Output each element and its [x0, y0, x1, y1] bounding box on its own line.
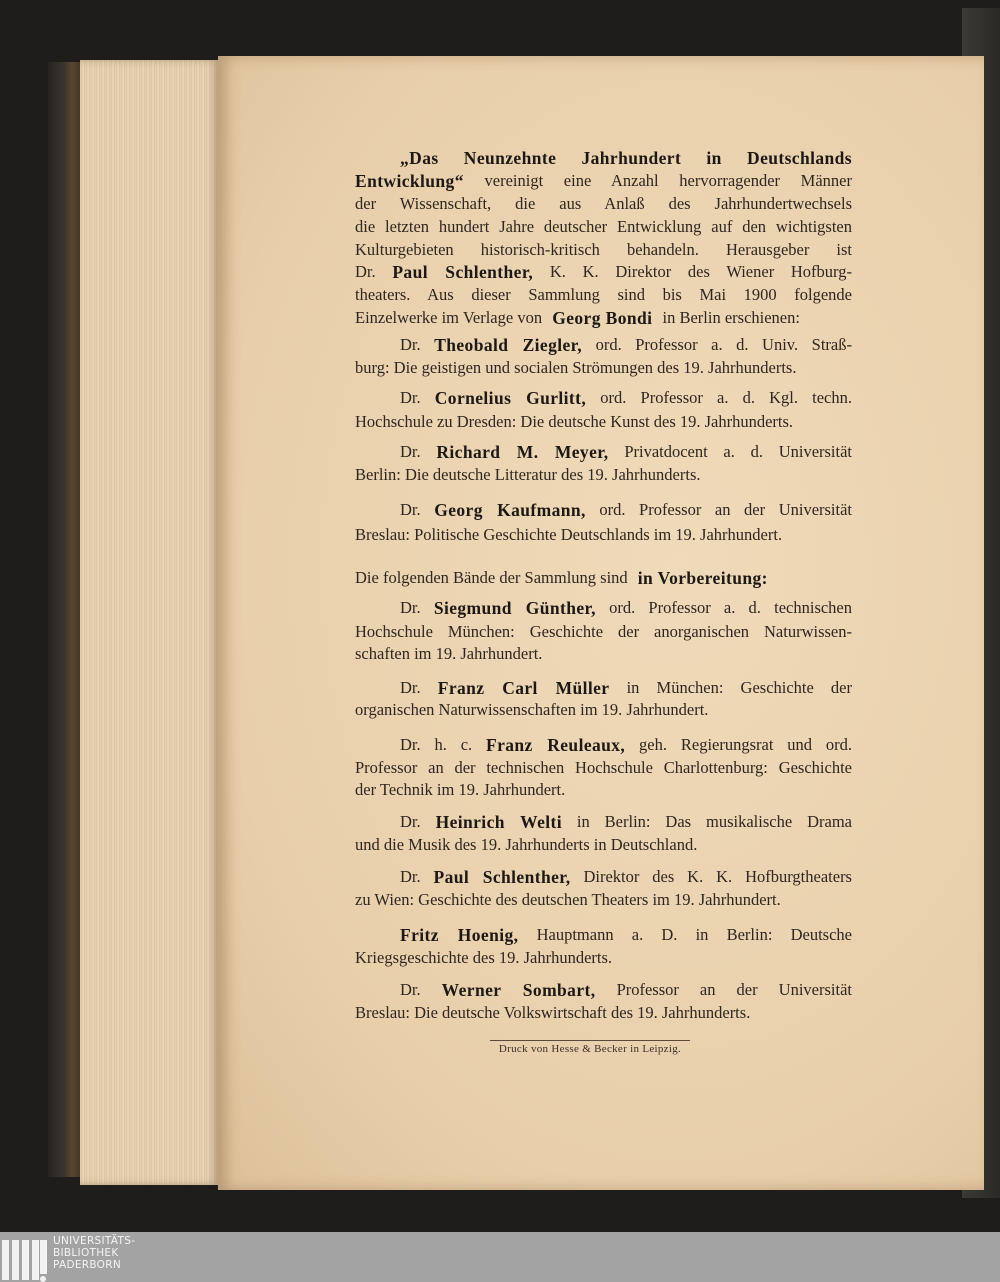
text-line	[355, 194, 852, 214]
text-segment: ord. Professor a. d. Univ. Straß-	[582, 335, 852, 354]
bold-name: Georg Kaufmann,	[434, 500, 586, 520]
text-segment: Dr.	[400, 812, 436, 831]
text-line	[400, 812, 852, 832]
text-segment: Kriegsgeschichte des 19. Jahrhunderts.	[355, 948, 613, 967]
text-line	[400, 980, 852, 1000]
text-segment: vereinigt eine Anzahl hervorragender Männer	[463, 171, 852, 190]
bold-name: Heinrich Welti	[435, 812, 562, 832]
text-line	[355, 568, 852, 588]
bold-name: Theobald Ziegler,	[434, 335, 583, 355]
text-segment: Dr.	[400, 598, 434, 617]
text-segment: Die folgenden Bände der Sammlung sind	[355, 568, 632, 587]
text-line	[355, 890, 852, 910]
text-segment: in München: Geschichte der	[609, 678, 852, 697]
text-segment: Einzelwerke im Verlage von	[355, 308, 547, 327]
text-segment: Professor an der technischen Hochschule Charlottenburg: Geschichte	[355, 758, 852, 777]
bold-name: „Das Neunzehnte Jahrhundert in Deutschlands	[400, 148, 852, 168]
text-segment: Dr.	[400, 442, 437, 461]
text-line	[355, 358, 852, 378]
text-line	[355, 171, 852, 191]
bold-name: Fritz Hoenig,	[400, 925, 519, 945]
text-line	[400, 335, 852, 355]
text-line	[400, 925, 852, 945]
text-line	[355, 780, 852, 800]
text-segment: Dr.	[400, 388, 435, 407]
library-logo-text	[53, 1235, 135, 1271]
text-segment: theaters. Aus dieser Sammlung sind bis Mai 1900 folgende	[355, 285, 852, 304]
text-line	[355, 622, 852, 642]
bold-name: Entwicklung“	[355, 171, 464, 191]
text-line	[400, 442, 852, 462]
text-segment: in Berlin: Das musikalische Drama	[561, 812, 852, 831]
text-segment: ord. Professor a. d. technischen	[595, 598, 853, 617]
text-line	[355, 465, 852, 485]
text-line	[400, 388, 852, 408]
text-line	[400, 148, 852, 168]
text-segment: Direktor des K. K. Hofburgtheaters	[570, 867, 852, 886]
text-segment: Dr. h. c.	[400, 735, 487, 754]
bold-name: in Vorbereitung:	[637, 568, 768, 588]
text-segment: Professor an der Universität	[595, 980, 852, 999]
logo-line: BIBLIOTHEK	[53, 1247, 119, 1259]
logo-line: PADERBORN	[53, 1259, 121, 1271]
text-segment: ord. Professor an der Universität	[585, 500, 853, 519]
text-segment: schaften im 19. Jahrhundert.	[355, 644, 543, 663]
text-line	[355, 525, 852, 545]
text-line	[355, 758, 852, 778]
bold-name: Richard M. Meyer,	[436, 442, 609, 462]
text-line	[355, 285, 852, 305]
bold-name: Paul Schlenther,	[392, 262, 534, 282]
bold-name: Werner Sombart,	[441, 980, 596, 1000]
text-line	[355, 1003, 852, 1023]
text-segment: Dr.	[400, 500, 435, 519]
text-line	[400, 598, 852, 618]
text-segment: Breslau: Die deutsche Volkswirtschaft des 19. Jahrhunderts.	[355, 1003, 751, 1022]
bold-name: Franz Reuleaux,	[486, 735, 626, 755]
text-line	[355, 262, 852, 282]
text-line	[400, 500, 852, 520]
text-segment: der Technik im 19. Jahrhundert.	[355, 780, 566, 799]
text-line	[355, 308, 852, 328]
bold-name: Georg Bondi	[552, 308, 653, 328]
text-segment: Berlin: Die deutsche Litteratur des 19. Jahrhunderts.	[355, 465, 701, 484]
text-line	[400, 735, 852, 755]
text-segment: die letzten hundert Jahre deutscher Entwicklung auf den wichtigsten	[355, 217, 852, 236]
text-segment: Hauptmann a. D. in Berlin: Deutsche	[518, 925, 853, 944]
text-line	[355, 644, 852, 664]
text-segment: zu Wien: Geschichte des deutschen Theaters im 19. Jahrhundert.	[355, 890, 781, 909]
text-segment: Dr.	[400, 678, 438, 697]
text-segment: der Wissenschaft, die aus Anlaß des Jahrhundertwechsels	[355, 194, 852, 213]
text-segment: und die Musik des 19. Jahrhunderts in Deutschland.	[355, 835, 698, 854]
text-line	[355, 700, 852, 720]
text-segment: K. K. Direktor des Wiener Hofburg-	[533, 262, 852, 281]
text-segment: geh. Regierungsrat und ord.	[625, 735, 852, 754]
text-segment: organischen Naturwissenschaften im 19. Jahrhundert.	[355, 700, 709, 719]
text-segment: Hochschule zu Dresden: Die deutsche Kunst des 19. Jahrhunderts.	[355, 412, 794, 431]
text-segment: Privatdocent a. d. Universität	[608, 442, 853, 461]
text-segment: in Berlin erschienen:	[658, 308, 800, 327]
text-segment: burg: Die geistigen und socialen Strömungen des 19. Jahrhunderts.	[355, 358, 797, 377]
logo-dot	[40, 1276, 46, 1282]
text-line	[400, 678, 852, 698]
text-line	[355, 835, 852, 855]
text-segment: Kulturgebieten historisch-kritisch behandeln. Herausgeber ist	[355, 240, 852, 259]
bold-name: Franz Carl Müller	[437, 678, 610, 698]
text-segment: Dr.	[400, 980, 442, 999]
text-line	[355, 948, 852, 968]
page-edges	[80, 60, 220, 1185]
logo-line: UNIVERSITÄTS-	[53, 1235, 136, 1247]
text-segment: ord. Professor a. d. Kgl. techn.	[586, 388, 852, 407]
bold-name: Paul Schlenther,	[433, 867, 571, 887]
text-segment: Breslau: Politische Geschichte Deutschlands im 19. Jahrhundert.	[355, 525, 783, 544]
footer-bar	[0, 1232, 1000, 1282]
text-line	[400, 867, 852, 887]
text-line	[355, 217, 852, 237]
text-segment: Dr.	[400, 335, 435, 354]
text-segment: Dr.	[355, 262, 393, 281]
text-segment: Dr.	[400, 867, 434, 886]
text-line	[355, 240, 852, 260]
text-line	[355, 412, 852, 432]
bold-name: Cornelius Gurlitt,	[434, 388, 587, 408]
bold-name: Siegmund Günther,	[433, 598, 596, 618]
text-segment: Hochschule München: Geschichte der anorganischen Naturwissen-	[355, 622, 852, 641]
printer-imprint: Druck von Hesse & Becker in Leipzig.	[490, 1040, 690, 1055]
